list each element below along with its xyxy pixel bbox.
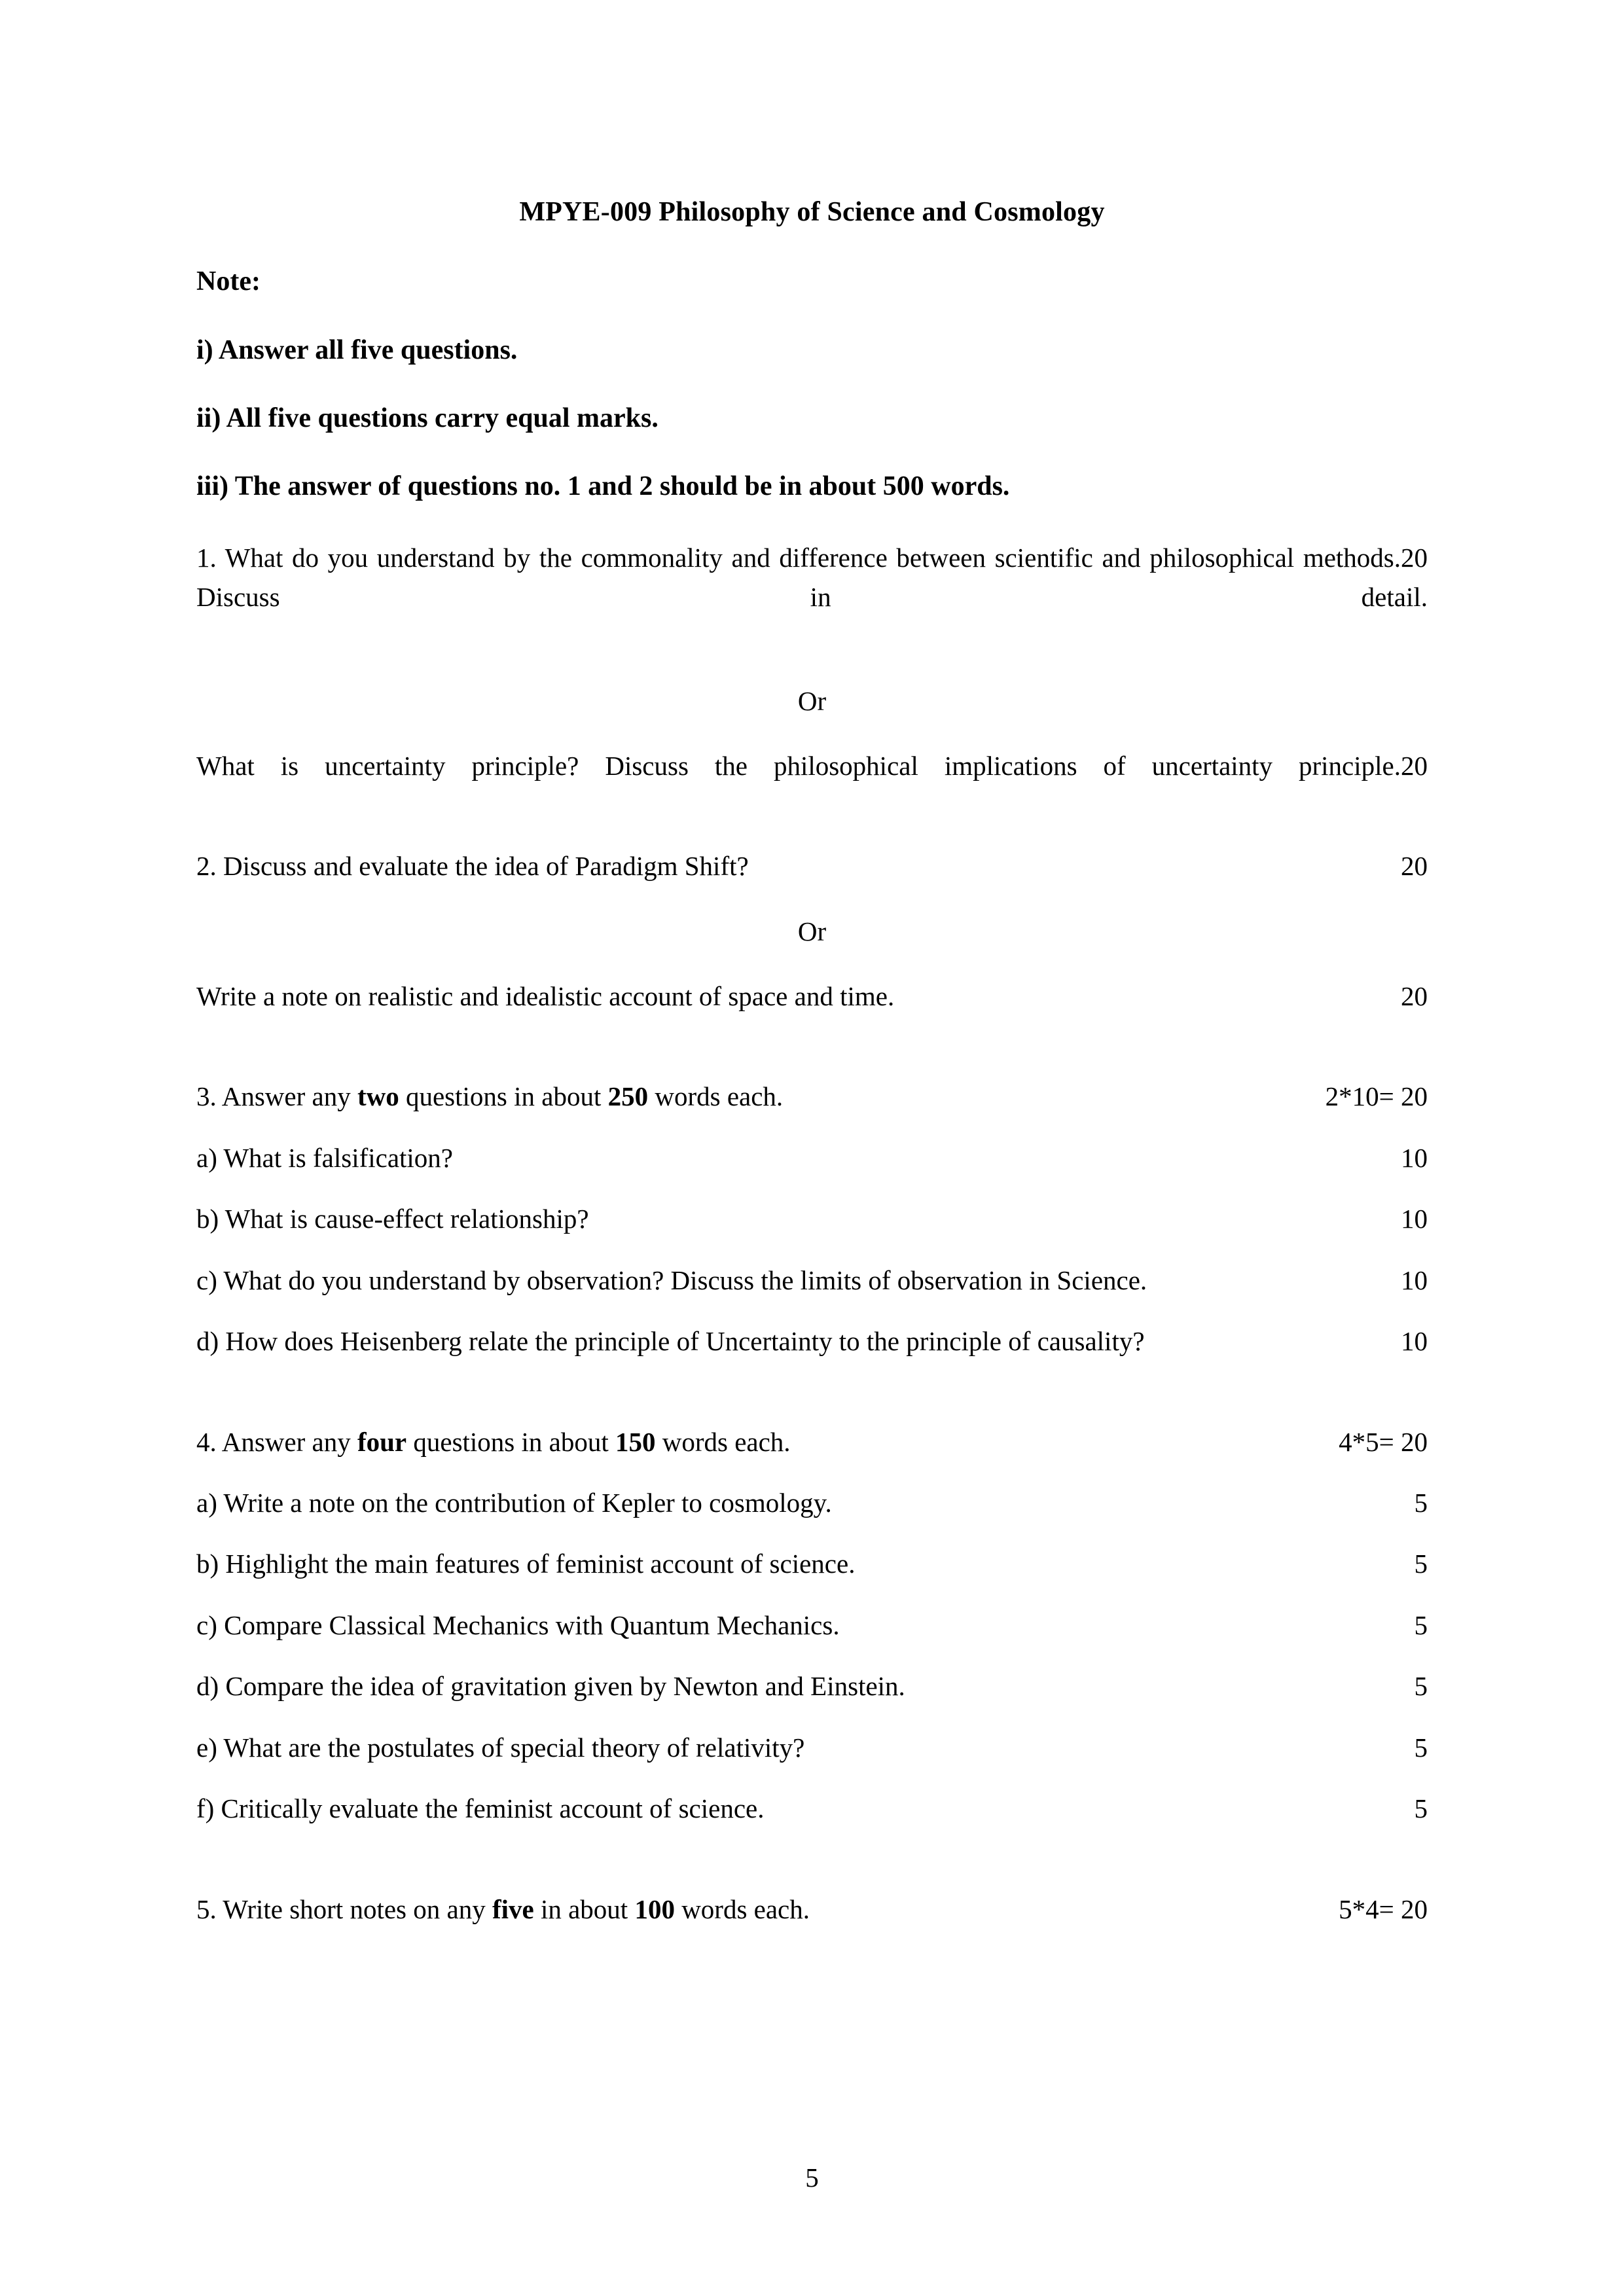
question-3-item-a — [196, 1139, 1428, 1177]
question-3-item-d — [196, 1322, 1428, 1361]
section-gap — [196, 1384, 1428, 1423]
question-4-item-e — [196, 1729, 1428, 1767]
question-4-item-b-marks: 5 — [1414, 1549, 1428, 1579]
question-4-middle: questions in about — [406, 1426, 615, 1457]
question-4-item-b-text: b) Highlight the main features of feminist account of science. — [196, 1549, 856, 1579]
question-1-text: 1. What do you understand by the commonality and difference between scientific and philosophical methods. Discuss in detail. — [196, 543, 1428, 612]
question-3-item-c — [196, 1261, 1428, 1300]
question-1-alternate-text: What is uncertainty principle? Discuss the philosophical implications of uncertainty principle. — [196, 751, 1401, 781]
question-4-item-b — [196, 1545, 1428, 1583]
question-4-item-f — [196, 1789, 1428, 1828]
question-3-item-d-marks: 10 — [1401, 1326, 1428, 1357]
question-4-item-f-text: f) Critically evaluate the feminist account of science. — [196, 1793, 765, 1824]
question-3-middle: questions in about — [399, 1081, 608, 1112]
question-5-marks: 5*4= 20 — [1339, 1893, 1428, 1924]
section-gap — [196, 1038, 1428, 1077]
question-4-count: four — [357, 1426, 407, 1457]
question-4-wordcount: 150 — [615, 1426, 656, 1457]
question-1 — [196, 539, 1428, 655]
question-3-item-a-marks: 10 — [1401, 1142, 1428, 1173]
question-4-item-d — [196, 1667, 1428, 1706]
page-content — [196, 196, 1428, 1929]
question-2-marks: 20 — [1401, 851, 1428, 882]
question-4-item-e-text: e) What are the postulates of special theory of relativity? — [196, 1732, 805, 1763]
question-4-item-d-text: d) Compare the idea of gravitation given by Newton and Einstein. — [196, 1671, 905, 1702]
question-4-header-text — [196, 1423, 791, 1462]
question-3-header — [196, 1077, 1428, 1116]
question-4-item-d-marks: 5 — [1414, 1671, 1428, 1702]
note-heading: Note: — [196, 266, 261, 297]
question-2-alternate-text: Write a note on realistic and idealistic account of space and time. — [196, 980, 895, 1011]
question-2-alternate — [196, 977, 1428, 1016]
question-5-header — [196, 1890, 1428, 1929]
question-4-item-a-text: a) Write a note on the contribution of Kepler to cosmology. — [196, 1488, 832, 1518]
question-3-item-c-text: c) What do you understand by observation? Discuss the limits of observation in Science. — [196, 1265, 1147, 1295]
question-3-item-a-text: a) What is falsification? — [196, 1142, 454, 1173]
question-2 — [196, 847, 1428, 886]
page-title: MPYE-009 Philosophy of Science and Cosmology — [519, 197, 1105, 227]
instruction-i: i) Answer all five questions. — [196, 334, 518, 365]
question-2-text: 2. Discuss and evaluate the idea of Paradigm Shift? — [196, 851, 749, 882]
question-3-header-text — [196, 1077, 783, 1116]
instruction-iii: iii) The answer of questions no. 1 and 2 should be in about 500 words. — [196, 471, 1010, 502]
question-1-marks: 20 — [1401, 543, 1428, 573]
question-5-middle: in about — [533, 1893, 635, 1924]
question-5-header-text — [196, 1890, 810, 1929]
question-4-header — [196, 1423, 1428, 1462]
question-3-count: two — [357, 1081, 399, 1112]
question-5-wordcount: 100 — [634, 1893, 675, 1924]
question-4-item-e-marks: 5 — [1414, 1732, 1428, 1763]
question-3-suffix: words each. — [648, 1081, 784, 1112]
page-number: 5 — [805, 2162, 819, 2193]
section-gap — [196, 1851, 1428, 1890]
question-5-count: five — [492, 1893, 534, 1924]
question-3-wordcount: 250 — [607, 1081, 649, 1112]
question-5-prefix: 5. Write short notes on any — [196, 1893, 492, 1924]
question-1-alternate — [196, 747, 1428, 825]
question-3-item-d-text: d) How does Heisenberg relate the principle of Uncertainty to the principle of causality? — [196, 1326, 1145, 1357]
question-4-item-a — [196, 1484, 1428, 1522]
question-3-item-c-marks: 10 — [1401, 1265, 1428, 1295]
question-3-item-b — [196, 1200, 1428, 1238]
question-5-suffix: words each. — [674, 1893, 810, 1924]
question-4-item-c — [196, 1606, 1428, 1645]
question-4-item-f-marks: 5 — [1414, 1793, 1428, 1824]
question-2-alternate-marks: 20 — [1401, 980, 1428, 1011]
instruction-ii: ii) All five questions carry equal marks. — [196, 403, 659, 433]
question-4-prefix: 4. Answer any — [196, 1426, 357, 1457]
question-4-item-c-marks: 5 — [1414, 1609, 1428, 1640]
or-separator-2: Or — [797, 916, 827, 946]
question-3-prefix: 3. Answer any — [196, 1081, 357, 1112]
or-separator-1: Or — [797, 685, 827, 716]
question-1-alternate-marks: 20 — [1401, 751, 1428, 781]
question-4-item-a-marks: 5 — [1414, 1488, 1428, 1518]
question-3-item-b-marks: 10 — [1401, 1204, 1428, 1234]
question-4-marks: 4*5= 20 — [1339, 1426, 1428, 1457]
question-3-marks: 2*10= 20 — [1325, 1081, 1428, 1112]
question-4-item-c-text: c) Compare Classical Mechanics with Quantum Mechanics. — [196, 1609, 840, 1640]
question-4-suffix: words each. — [655, 1426, 791, 1457]
question-3-item-b-text: b) What is cause-effect relationship? — [196, 1204, 589, 1234]
